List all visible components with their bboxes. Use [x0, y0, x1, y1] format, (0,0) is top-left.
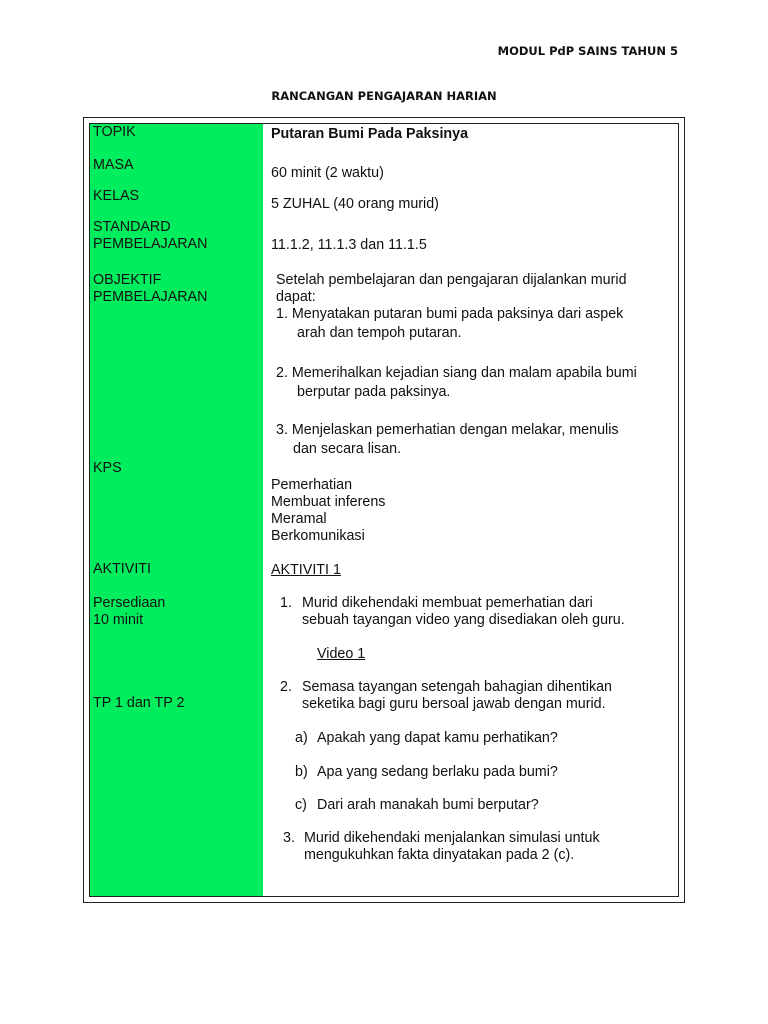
objektif-intro-2: dapat: [276, 289, 316, 305]
label-persediaan-time: 10 minit [93, 612, 144, 628]
step-2-text: Semasa tayangan setengah bahagian dihentikan [302, 679, 613, 695]
kps-item: Berkomunikasi [271, 528, 365, 544]
question-c: Dari arah manakah bumi berputar? [317, 797, 539, 813]
label-standard: STANDARD [93, 219, 171, 235]
step-number: 1. [280, 595, 292, 611]
standard-value: 11.1.2, 11.1.3 dan 11.1.5 [271, 237, 427, 253]
kps-item: Pemerhatian [271, 477, 353, 493]
label-masa: MASA [93, 157, 134, 173]
kps-item: Membuat inferens [271, 494, 386, 510]
kelas-value: 5 ZUHAL (40 orang murid) [271, 196, 439, 212]
step-3-text: Murid dikehendaki menjalankan simulasi untuk [304, 830, 600, 846]
video-label: Video 1 [317, 646, 366, 662]
question-b: Apa yang sedang berlaku pada bumi? [317, 764, 558, 780]
objektif-intro: Setelah pembelajaran dan pengajaran dijalankan murid [276, 272, 627, 288]
label-aktiviti: AKTIVITI [93, 561, 151, 577]
step-2-text-cont: seketika bagi guru bersoal jawab dengan murid. [302, 696, 606, 712]
objektif-item-1: 1. Menyatakan putaran bumi pada paksinya dari aspek [276, 306, 624, 322]
step-number: 2. [280, 679, 292, 695]
masa-value: 60 minit (2 waktu) [271, 165, 384, 181]
question-label: c) [295, 797, 307, 813]
topik-value: Putaran Bumi Pada Paksinya [271, 126, 469, 142]
kps-item: Meramal [271, 511, 327, 527]
objektif-item-1-cont: arah dan tempoh putaran. [297, 325, 462, 341]
question-a: Apakah yang dapat kamu perhatikan? [317, 730, 558, 746]
label-objektif-2: PEMBELAJARAN [93, 289, 208, 305]
objektif-item-2-cont: berputar pada paksinya. [297, 384, 451, 400]
label-objektif: OBJEKTIF [93, 272, 162, 288]
objektif-item-3-cont: dan secara lisan. [293, 441, 402, 457]
step-number: 3. [283, 830, 295, 846]
label-kps: KPS [93, 460, 122, 476]
aktiviti-heading: AKTIVITI 1 [271, 562, 341, 578]
label-persediaan: Persediaan [93, 595, 166, 611]
objektif-item-2: 2. Memerihalkan kejadian siang dan malam apabila bumi [276, 365, 637, 381]
step-3-text-cont: mengukuhkan fakta dinyatakan pada 2 (c). [304, 847, 575, 863]
label-tp: TP 1 dan TP 2 [93, 695, 185, 711]
label-topik: TOPIK [93, 124, 136, 140]
question-label: a) [295, 730, 308, 746]
label-kelas: KELAS [93, 188, 140, 204]
label-standard-2: PEMBELAJARAN [93, 236, 208, 252]
objektif-item-3: 3. Menjelaskan pemerhatian dengan melakar, menulis [276, 422, 619, 438]
document-title: RANCANGAN PENGAJARAN HARIAN [271, 89, 497, 103]
module-title: MODUL PdP SAINS TAHUN 5 [497, 44, 678, 58]
question-label: b) [295, 764, 308, 780]
step-1-text: Murid dikehendaki membuat pemerhatian dari [302, 595, 593, 611]
step-1-text-cont: sebuah tayangan video yang disediakan oleh guru. [302, 612, 625, 628]
